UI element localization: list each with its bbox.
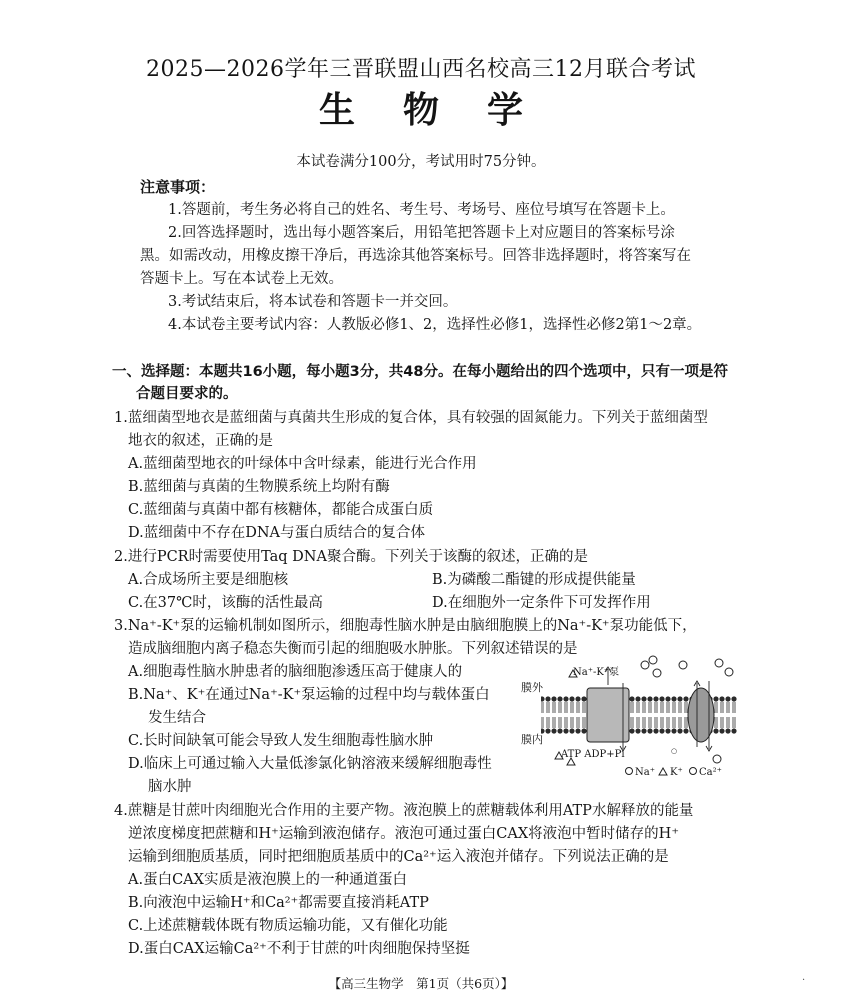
- question-3-option-d-cont: 脑水肿: [148, 779, 192, 795]
- legend-ca-symbol: [690, 768, 697, 775]
- question-1-option-d: D.蓝细菌中不存在DNA与蛋白质结合的复合体: [128, 525, 426, 541]
- note-line: 4.本试卷主要考试内容：人教版必修1、2，选择性必修1，选择性必修2第1～2章。: [168, 317, 702, 333]
- question-2-option-d: D.在细胞外一定条件下可发挥作用: [432, 595, 651, 611]
- question-3-option-a: A.细胞毒性脑水肿患者的脑细胞渗透压高于健康人的: [128, 664, 463, 680]
- question-2-stem: 2.进行PCR时需要使用Taq DNA聚合酶。下列关于该酶的叙述，正确的是: [114, 549, 588, 565]
- note-line: 1.答题前，考生务必将自己的姓名、考生号、考场号、座位号填写在答题卡上。: [168, 202, 675, 218]
- question-1-stem-cont: 地衣的叙述，正确的是: [128, 433, 273, 449]
- na-ion: [715, 659, 723, 667]
- question-1-option-b: B.蓝细菌与真菌的生物膜系统上均附有酶: [128, 479, 390, 495]
- legend-na: Na⁺: [635, 767, 655, 778]
- note-line: 3.考试结束后，将本试卷和答题卡一并交回。: [168, 294, 458, 310]
- question-4-stem: 4.蔗糖是甘蔗叶肉细胞光合作用的主要产物。液泡膜上的蔗糖载体利用ATP水解释放的能量: [114, 803, 694, 819]
- question-2-option-b: B.为磷酸二酯键的形成提供能量: [432, 572, 636, 588]
- exam-intro: 本试卷满分100分，考试用时75分钟。: [296, 154, 546, 170]
- ca-ion: [713, 755, 721, 763]
- subject-title: 生物学: [318, 89, 571, 131]
- notes-heading: 注意事项：: [140, 178, 216, 196]
- page-footer: 【高三生物学 第1页（共6页）】: [328, 976, 514, 991]
- na-ion: [641, 661, 649, 669]
- sodium-potassium-pump-diagram: [521, 655, 743, 780]
- pump-label: Na⁺-K⁺泵: [573, 667, 620, 678]
- question-3-option-c: C.长时间缺氧可能会导致人发生细胞毒性脑水肿: [128, 733, 434, 749]
- question-2-option-a: A.合成场所主要是细胞核: [128, 572, 289, 588]
- section-heading: 一、选择题：本题共16小题，每小题3分，共48分。在每小题给出的四个选项中，只有一项是符: [112, 364, 728, 380]
- question-1-option-a: A.蓝细菌型地衣的叶绿体中含叶绿素，能进行光合作用: [128, 456, 477, 472]
- question-1-stem: 1.蓝细菌型地衣是蓝细菌与真菌共生形成的复合体，具有较强的固氮能力。下列关于蓝细菌型: [114, 410, 708, 426]
- question-3-stem-cont: 造成脑细胞内离子稳态失衡而引起的细胞吸水肿胀。下列叙述错误的是: [128, 641, 578, 657]
- outside-label: 膜外: [521, 681, 543, 694]
- question-3-option-b-cont: 发生结合: [148, 710, 206, 726]
- legend-na-symbol: [626, 768, 633, 775]
- question-1-option-c: C.蓝细菌与真菌中都有核糖体，都能合成蛋白质: [128, 502, 434, 518]
- note-line: 2.回答选择题时，选出每小题答案后，用铅笔把答题卡上对应题目的答案标号涂: [168, 225, 675, 241]
- ca-ion: ○: [671, 747, 678, 755]
- na-ion: [679, 661, 687, 669]
- question-3-option-d: D.临床上可通过输入大量低渗氯化钠溶液来缓解细胞毒性: [128, 756, 492, 772]
- exam-title: 2025—2026学年三晋联盟山西名校高三12月联合考试: [146, 57, 696, 82]
- question-4-option-c: C.上述蔗糖载体既有物质运输功能，又有催化功能: [128, 918, 448, 934]
- legend-k: K⁺: [670, 767, 683, 778]
- question-4-option-d: D.蛋白CAX运输Ca²⁺不利于甘蔗的叶肉细胞保持坚挺: [128, 941, 470, 957]
- question-3-option-b: B.Na⁺、K⁺在通过Na⁺-K⁺泵运输的过程中均与载体蛋白: [128, 687, 490, 703]
- question-2-option-c: C.在37℃时，该酶的活性最高: [128, 595, 323, 611]
- inside-label: 膜内: [521, 733, 543, 746]
- section-heading-cont: 合题目要求的。: [136, 386, 238, 402]
- legend-k-symbol: [659, 768, 667, 775]
- question-4-option-b: B.向液泡中运输H⁺和Ca²⁺都需要直接消耗ATP: [128, 895, 429, 911]
- question-4-option-a: A.蛋白CAX实质是液泡膜上的一种通道蛋白: [128, 872, 407, 888]
- channel-protein: [688, 688, 714, 742]
- note-line: 黑。如需改动，用橡皮擦干净后，再选涂其他答案标号。回答非选择题时，将答案写在: [140, 248, 691, 264]
- atp-label: ATP ADP+Pi: [561, 749, 625, 760]
- note-line: 答题卡上。写在本试卷上无效。: [140, 271, 343, 287]
- na-ion: [725, 668, 733, 676]
- question-4-stem-cont: 运输到细胞质基质，同时把细胞质基质中的Ca²⁺运入液泡并储存。下列说法正确的是: [128, 849, 669, 865]
- question-4-stem-cont: 逆浓度梯度把蔗糖和H⁺运输到液泡储存。液泡可通过蛋白CAX将液泡中暂时储存的H⁺: [128, 826, 679, 842]
- na-ion: [653, 669, 661, 677]
- question-3-stem: 3.Na⁺-K⁺泵的运输机制如图所示，细胞毒性脑水肿是由脑细胞膜上的Na⁺-K⁺泵功能低下，: [114, 618, 697, 634]
- legend-ca: Ca²⁺: [699, 767, 722, 778]
- corner-mark: ·: [802, 975, 806, 986]
- na-ion: [649, 656, 657, 664]
